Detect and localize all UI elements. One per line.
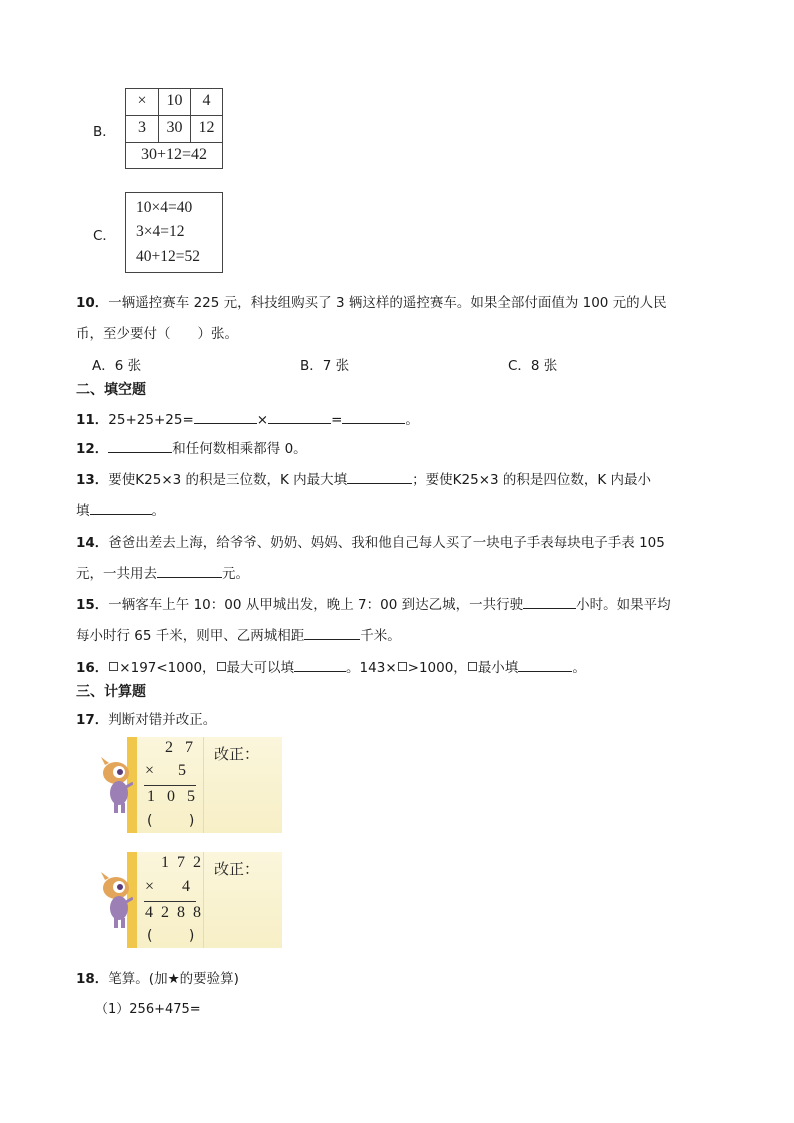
question-text: ×197<1000， [119, 660, 216, 676]
question-text: 一辆遥控赛车 225 元，科技组购买了 3 辆这样的遥控赛车。如果全部付面值为 100 元的人民 [108, 295, 667, 311]
answer-blank[interactable] [523, 596, 576, 609]
question-number: 17． [76, 712, 109, 728]
calc-card-2 [97, 848, 282, 948]
grid-header-4: 4 [202, 92, 211, 109]
question-text: 爸爸出差去上海，给爷爷、奶奶、妈妈、我和他自己每人买了一块电子手表每块电子手表 105 [108, 535, 665, 551]
question-number: 16． [76, 660, 109, 676]
question-number: 13． [76, 472, 109, 488]
question-13 [76, 468, 651, 488]
question-text: 一辆客车上午 10：00 从甲城出发，晚上 7：00 到达乙城，一共行驶 [108, 597, 524, 613]
answer-blank[interactable] [304, 627, 360, 640]
question-text: 和任何数相乘都得 0。 [172, 441, 307, 457]
answer-blank[interactable] [157, 565, 222, 578]
question-number: 12． [76, 441, 109, 457]
question-number: 11． [76, 412, 109, 428]
period: 。 [405, 412, 419, 428]
equals-sign: = [331, 412, 343, 428]
multiplicand: 1 7 2 [161, 854, 203, 871]
question-text: 小时。如果平均 [576, 597, 671, 613]
option-b-multiplication-grid [125, 88, 223, 169]
answer-blank[interactable] [194, 411, 257, 424]
question-number: 15． [76, 597, 109, 613]
multiplier: × 5 [145, 762, 197, 779]
question-10-line2: 币，至少要付（ ）张。 [76, 326, 238, 342]
question-17 [76, 708, 216, 728]
option-c[interactable]: C．8 张 [508, 358, 558, 374]
multiplier: × 4 [145, 878, 203, 895]
question-18 [76, 967, 239, 987]
judgement-parentheses[interactable]: ( ) [147, 928, 211, 944]
question-text: 填 [76, 503, 90, 519]
question-text: 最小填 [477, 660, 519, 676]
question-text: 元，一共用去 [76, 566, 157, 582]
question-16 [76, 656, 586, 676]
answer-blank[interactable] [518, 659, 572, 672]
question-10 [76, 291, 667, 311]
answer-blank[interactable] [268, 411, 331, 424]
question-number: 18． [76, 971, 109, 987]
question-11 [76, 408, 419, 428]
question-text: ；要使K25×3 的积是四位数，K 内最小 [412, 472, 652, 488]
expression: 25+25+25= [108, 412, 194, 428]
square-placeholder-icon [109, 662, 118, 671]
calc-line-2: 3×4=12 [136, 223, 185, 240]
calc-line-3: 40+12=52 [136, 248, 200, 265]
grid-sum: 30+12=42 [140, 146, 208, 163]
grid-header-10: 10 [166, 92, 183, 109]
times-sign: × [256, 412, 269, 428]
question-text: 最大可以填 [226, 660, 295, 676]
sub-question-1: （1）256+475= [95, 1002, 201, 1017]
option-c-calculation-box [125, 192, 223, 273]
answer-blank[interactable] [90, 502, 152, 515]
grid-cell-30: 30 [166, 119, 183, 136]
question-number: 10． [76, 295, 109, 311]
calc-card-1 [97, 733, 282, 833]
judgement-parentheses[interactable]: ( ) [147, 813, 211, 829]
option-b[interactable]: B．7 张 [300, 358, 350, 374]
product: 4 2 8 8 [145, 904, 203, 921]
question-text: 笔算。(加★的要验算) [108, 971, 239, 987]
answer-blank[interactable] [294, 659, 346, 672]
section-title-calculation: 三、计算题 [76, 684, 146, 700]
section-title-fill-in: 二、填空题 [76, 382, 146, 398]
option-b-label: B． [93, 124, 116, 140]
question-12 [76, 437, 307, 457]
period: 。 [151, 503, 165, 519]
answer-blank[interactable] [347, 471, 412, 484]
question-text: 每小时行 65 千米，则甲、乙两城相距 [76, 628, 305, 644]
question-text: 千米。 [360, 628, 401, 644]
question-14-line2 [76, 562, 249, 582]
grid-cell-12: 12 [198, 119, 215, 136]
question-15 [76, 593, 671, 613]
answer-blank[interactable] [108, 440, 172, 453]
correction-label: 改正： [214, 745, 260, 763]
square-placeholder-icon [398, 662, 407, 671]
option-c-label: C． [93, 228, 116, 244]
multiplicand: 2 7 [165, 739, 197, 756]
question-14 [76, 531, 665, 551]
period: 。 [572, 660, 586, 676]
grid-header-times: × [137, 92, 147, 109]
question-text: 。143× [346, 660, 397, 676]
question-number: 14． [76, 535, 109, 551]
dinosaur-mascot-icon [99, 753, 133, 815]
question-text: 判断对错并改正。 [108, 712, 217, 728]
square-placeholder-icon [468, 662, 477, 671]
square-placeholder-icon [217, 662, 226, 671]
question-text: 元。 [222, 566, 249, 582]
grid-row-3: 3 [138, 119, 146, 136]
option-a[interactable]: A．6 张 [92, 358, 142, 374]
product: 1 0 5 [147, 788, 199, 805]
question-13-line2 [76, 499, 165, 519]
question-text: >1000， [407, 660, 467, 676]
dinosaur-mascot-icon [99, 868, 133, 930]
question-15-line2 [76, 624, 401, 644]
answer-blank[interactable] [342, 411, 405, 424]
calc-line-1: 10×4=40 [136, 199, 193, 216]
question-text: 要使K25×3 的积是三位数，K 内最大填 [108, 472, 348, 488]
correction-label: 改正： [214, 860, 260, 878]
